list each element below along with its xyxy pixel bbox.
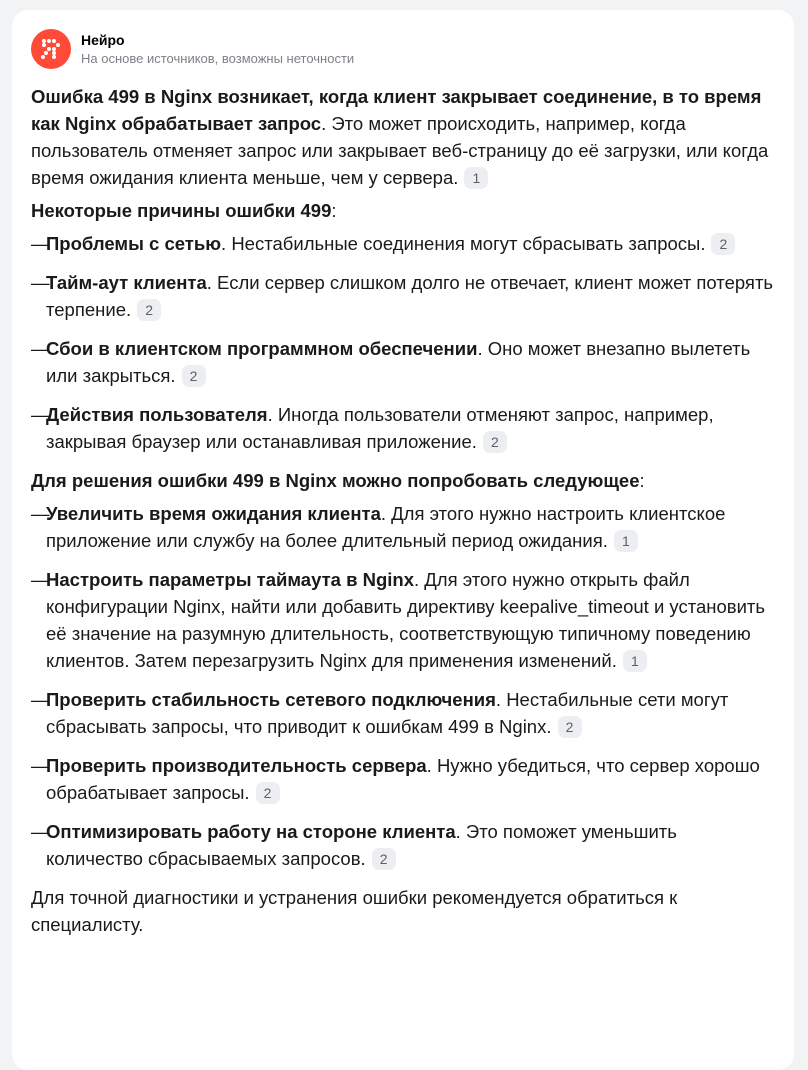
source-citation[interactable]: 2 bbox=[182, 365, 206, 387]
source-citation[interactable]: 2 bbox=[558, 716, 582, 738]
dash-marker: — bbox=[31, 233, 50, 254]
answer-header bbox=[31, 29, 774, 69]
intro-bold: Ошибка 499 в Nginx возникает, когда клиент закрывает соединение, в то время как Nginx обрабатывает запрос bbox=[31, 86, 762, 134]
source-citation[interactable]: 2 bbox=[372, 848, 396, 870]
causes-list bbox=[31, 230, 774, 455]
conclusion-paragraph: Для точной диагностики и устранения ошибки рекомендуется обратиться к специалисту. bbox=[31, 887, 678, 935]
intro-text: . Это может происходить, например, когда пользователь отменяет запрос или закрывает веб-страницу до её загрузки, или когда время ожидания клиента меньше, чем у сервера. bbox=[31, 113, 769, 188]
dash-marker: — bbox=[31, 821, 50, 842]
list-item: — Оптимизировать работу на стороне клиента. Это поможет уменьшить количество сбрасываемых запросов. 2 bbox=[31, 818, 774, 872]
list-item: — Сбои в клиентском программном обеспечении. Оно может внезапно вылететь или закрыться. 2 bbox=[31, 335, 774, 389]
source-citation[interactable]: 1 bbox=[623, 650, 647, 672]
source-citation[interactable]: 2 bbox=[711, 233, 735, 255]
fixes-heading: Для решения ошибки 499 в Nginx можно попробовать следующее: bbox=[31, 470, 645, 491]
list-item: — Проблемы с сетью. Нестабильные соединения могут сбрасывать запросы. 2 bbox=[31, 230, 774, 257]
source-citation[interactable]: 1 bbox=[464, 167, 488, 189]
dash-marker: — bbox=[31, 689, 50, 710]
dash-marker: — bbox=[31, 755, 50, 776]
dash-marker: — bbox=[31, 503, 50, 524]
dash-marker: — bbox=[31, 338, 50, 359]
brand-title: Нейро bbox=[81, 31, 125, 48]
list-item: — Настроить параметры таймаута в Nginx. Для этого нужно открыть файл конфигурации Nginx, найти или добавить директиву keepalive_timeout и установить её значение на разумную длительность, соответствующую типичному поведению клиентов. Затем перезагрузить Nginx для применения изменений. 1 bbox=[31, 566, 774, 674]
list-item: — Действия пользователя. Иногда пользователи отменяют запрос, например, закрывая браузер или останавливая приложение. 2 bbox=[31, 401, 774, 455]
brand-subtitle: На основе источников, возможны неточности bbox=[81, 50, 355, 66]
list-item: — Тайм-аут клиента. Если сервер слишком долго не отвечает, клиент может потерять терпение. 2 bbox=[31, 269, 774, 323]
answer-card bbox=[12, 10, 794, 1070]
dash-marker: — bbox=[31, 404, 50, 425]
dash-marker: — bbox=[31, 569, 50, 590]
source-citation[interactable]: 2 bbox=[137, 299, 161, 321]
causes-heading: Некоторые причины ошибки 499: bbox=[31, 200, 337, 221]
source-citation[interactable]: 2 bbox=[483, 431, 507, 453]
dash-marker: — bbox=[31, 272, 50, 293]
list-item: — Проверить стабильность сетевого подключения. Нестабильные сети могут сбрасывать запросы, что приводит к ошибкам 499 в Nginx. 2 bbox=[31, 686, 774, 740]
answer-body bbox=[31, 83, 774, 938]
intro-paragraph bbox=[31, 83, 774, 191]
list-item: — Проверить производительность сервера. Нужно убедиться, что сервер хорошо обрабатывает запросы. 2 bbox=[31, 752, 774, 806]
source-citation[interactable]: 2 bbox=[256, 782, 280, 804]
neuro-logo-icon bbox=[31, 29, 71, 69]
list-item: — Увеличить время ожидания клиента. Для этого нужно настроить клиентское приложение или службу на более длительный период ожидания. 1 bbox=[31, 500, 774, 554]
source-citation[interactable]: 1 bbox=[614, 530, 638, 552]
fixes-list bbox=[31, 500, 774, 872]
